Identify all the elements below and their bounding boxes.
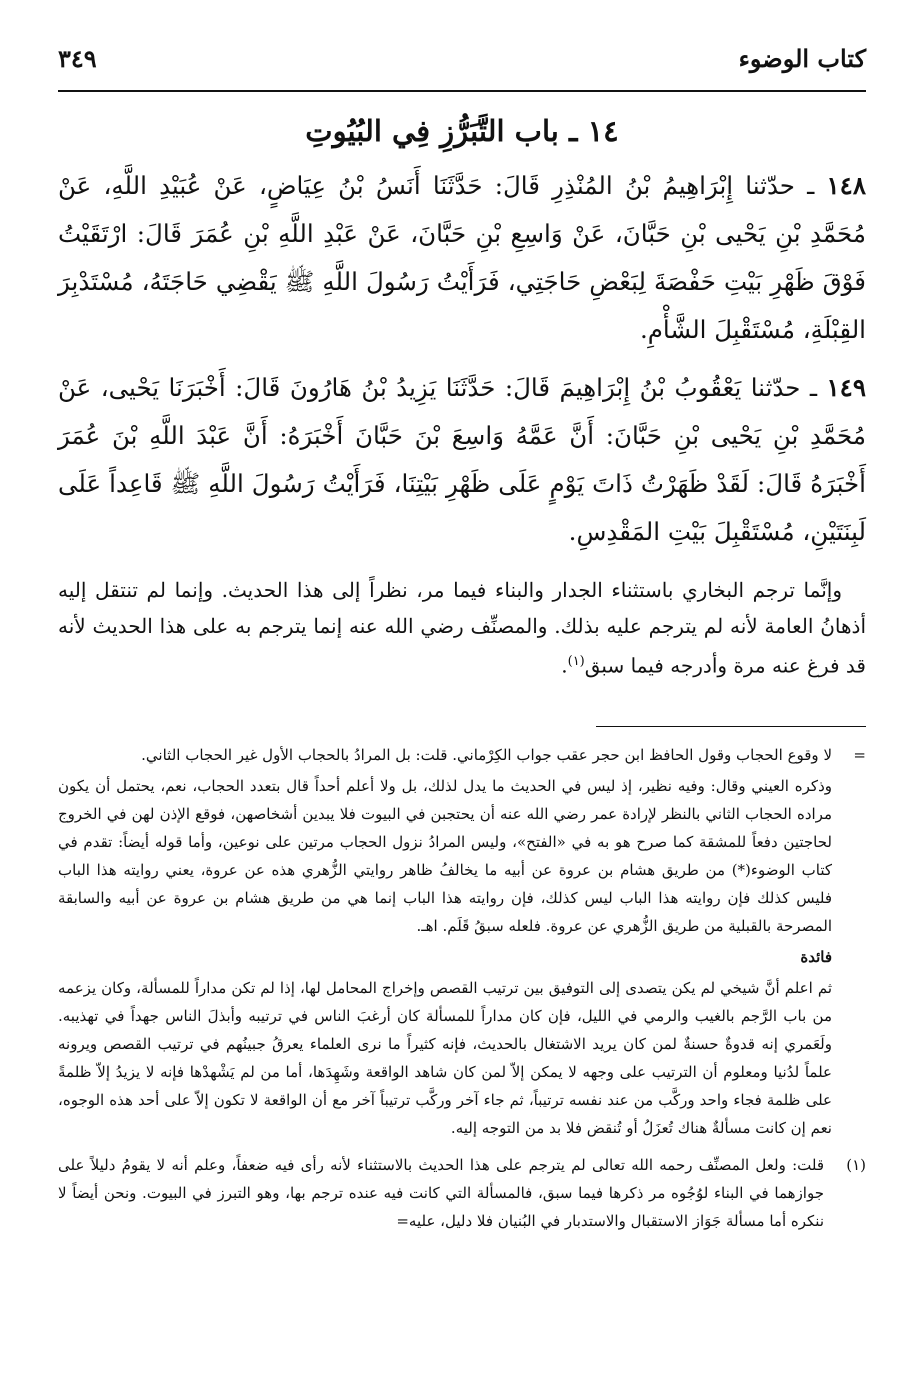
footnote-body: [58, 741, 832, 1145]
page-number: ٣٤٩: [58, 44, 97, 73]
hadith-149: [58, 364, 866, 556]
chapter-title: ١٤ ـ باب التَّبَرُّزِ فِي البُيُوتِ: [305, 114, 619, 148]
hadith-number: ١٤٨: [826, 171, 866, 200]
footnote-1-text: قلت: ولعل المصنِّف رحمه الله تعالى لم يترجم على هذا الحديث بالاستثناء لأنه رأى فيه ضعفاً، وعلم أنه لا يقومُ دليلاً على جوازهما في البناء لوُجُوه مر ذكرها فيما سبق، فالمسألة التي كانت فيه عنده ترجم بها، وهو التبرز في البيوت. ونحن أيضاً لا ننكره أما مسألة جَوَاز الاستقبال والاستدبار في البُنيان فلا دليل، عليه=: [58, 1155, 824, 1230]
footnote-paragraph: لا وقوع الحجاب وقول الحافظ ابن حجر عقب جواب الكِرْماني. قلت: بل المرادُ بالحجاب الأول غير الحجاب الثاني.: [141, 745, 832, 764]
book-page: [58, 44, 866, 1235]
faida-paragraph: ثم اعلم أنَّ شيخي لم يكن يتصدى إلى التوفيق بين ترتيب القصص وإخراج المحامل لها، إذا لم تكن مداراً للمسألة، وكان يزعمه من باب الرَّجم بالغيب والرمي في الليل، فإن كان مداراً للمسألة كان أرغبَ الناس في ترتيبه وأبذلَ الناس جهداً في تهذيبه. ولَعَمري إنه قدوةٌ حسنةٌ لمن كان يريد الاشتغال بالحديث، فإنه كثيراً ما نرى العلماء يعرقُ جبينُهم في ترتيب القصص ويرونه علماً لدُنيا ومعلوم أن الترتيب على وجهه لا يمكن إلاّ لمن كان شاهد الواقعة وشَهِدَها، أما من لم يَشْهدْها فإنه لا يزيدُ إلاّ ظلمةً على ظلمة فجاء واحد وركَّب من عند نفسه ترتيباً، ثم جاء آخر وركَّب ترتيباً آخر مع أن الواقعة لا تكون إلاّ على أحد هذه الوجوه، نعم إن كانت مسألةٌ هناك تُعزَلُ أو تُنقض فلا بد من التوجه إليه.: [58, 978, 832, 1137]
running-header: [58, 44, 866, 92]
hadith-text: ـ حدّثنا يَعْقُوبُ بْنُ إِبْرَاهِيمَ قَالَ: حَدَّثَنَا يَزِيدُ بْنُ هَارُونَ قَالَ: أَخْبَرَنَا يَحْيى، عَنْ مُحَمَّدِ بْنِ يَحْيى بْنِ حَبَّانَ: أَنَّ عَمَّهُ وَاسِعَ بْنَ حَبَّانَ أَخْبَرَهُ: أَنَّ عَبْدَ اللَّهِ بْنَ عُمَرَ أَخْبَرَهُ قَالَ: لَقَدْ ظَهَرْتُ ذَاتَ يَوْمٍ عَلَى ظَهْرِ بَيْتِنَا، فَرَأَيْتُ رَسُولَ اللَّهِ ﷺ قَاعِداً عَلَى لَبِنَتَيْنِ، مُسْتَقْبِلَ بَيْتِ المَقْدِسِ.: [58, 373, 866, 546]
footnote-paragraph: وذكره العيني وقال: وفيه نظير، إذ ليس في الحديث ما يدل لذلك، بل ولا أعلم أحداً قال بتعدد الحجاب، نعم، يحتمل أن يكون مراده الحجاب الثاني بالنظر لإرادة عمر رضي الله عنه أن يحتجبن في البيوت فلا يبدين أشخاصهن، فوقع الإذن لهن في الخروج لحاجتين دفعاً للمشقة كما صرح هو به في «الفتح»، وليس المرادُ نزول الحجاب مرتين على نوعين، وأما قوله أيضاً: تقدم في كتاب الوضوء(*) من طريق هشام بن عروة عن أبيه ما يخالفُ ظاهر روايتي الزُّهري هذه عن عروة، يعني روايته هذا الباب فليس كذلك فإن روايته هذا الباب ليس كذلك، فإن روايته هذا الباب إنما هي من طريق هشام بن عروة عن أبيه والسابقة المصرحة بالقبلية من طريق الزُّهري عن عروة. فلعله سبقُ قَلَم. اهـ.: [58, 776, 832, 935]
hadith-number: ١٤٩: [826, 373, 866, 402]
commentary-text: وإنَّما ترجم البخاري باستثناء الجدار والبناء فيما مر، نظراً إلى هذا الحديث. وإنما لم تنتقل إليه أذهانُ العامة لأنه لم يترجم عليه بذلك. والمصنِّف رضي الله عنه إنما يترجم به على هذا الحديث لأنه قد فرغ عنه مرة وأدرجه فيما سبق: [58, 578, 866, 678]
continuation-marker: =: [853, 745, 866, 764]
hadith-148: [58, 162, 866, 354]
footnote-1: [58, 1151, 866, 1235]
book-name: كتاب الوضوء: [738, 44, 866, 73]
footnote-divider: [596, 726, 866, 727]
footnote-marker: (١): [846, 1155, 866, 1174]
faida-heading: فائدة: [800, 947, 832, 966]
hadith-text: ـ حدّثنا إِبْرَاهِيمُ بْنُ المُنْذِرِ قَالَ: حَدَّثَنَا أَنَسُ بْنُ عِيَاضٍ، عَنْ عُبَيْدِ اللَّهِ، عَنْ مُحَمَّدِ بْنِ يَحْيى بْنِ حَبَّانَ، عَنْ وَاسِعِ بْنِ حَبَّانَ، عَنْ عَبْدِ اللَّهِ بْنِ عُمَرَ قَالَ: ارْتَقَيْتُ فَوْقَ ظَهْرِ بَيْتِ حَفْصَةَ لِبَعْضِ حَاجَتِي، فَرَأَيْتُ رَسُولَ اللَّهِ ﷺ يَقْضِي حَاجَتَهُ، مُسْتَدْبِرَ القِبْلَةِ، مُسْتَقْبِلَ الشَّأْمِ.: [58, 171, 866, 344]
commentary-paragraph: [58, 572, 866, 684]
footnote-reference[interactable]: (١): [567, 654, 585, 669]
commentary-end: .: [561, 653, 568, 678]
footnote-continuation: [58, 741, 866, 1145]
